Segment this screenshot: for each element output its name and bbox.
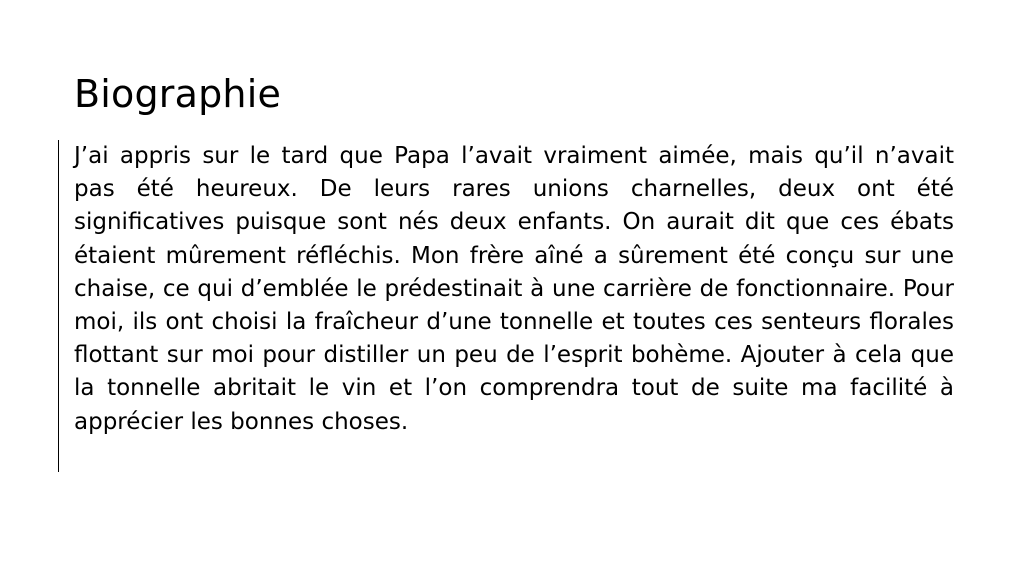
slide-body-text: J’ai appris sur le tard que Papa l’avait vraiment aimée, mais qu’il n’avait pas été heureux. De leurs rares unions charnelles, deux ont été significatives puisque sont nés deux enfants. On aurait dit que ces ébats étaient mûrement réfléchis. Mon frère aîné a sûrement été conçu sur une chaise, ce qui d’emblée le prédestinait à une carrière de fonctionnaire. Pour moi, ils ont choisi la fraîcheur d’une tonnelle et toutes ces senteurs florales flottant sur moi pour distiller un peu de l’esprit bohème. Ajouter à cela que la tonnelle abritait le vin et l’on comprendra tout de suite ma facilité à apprécier les bonnes choses. <box>74 143 954 435</box>
slide-title: Biographie <box>74 72 282 116</box>
text-margin-bar <box>58 140 59 472</box>
